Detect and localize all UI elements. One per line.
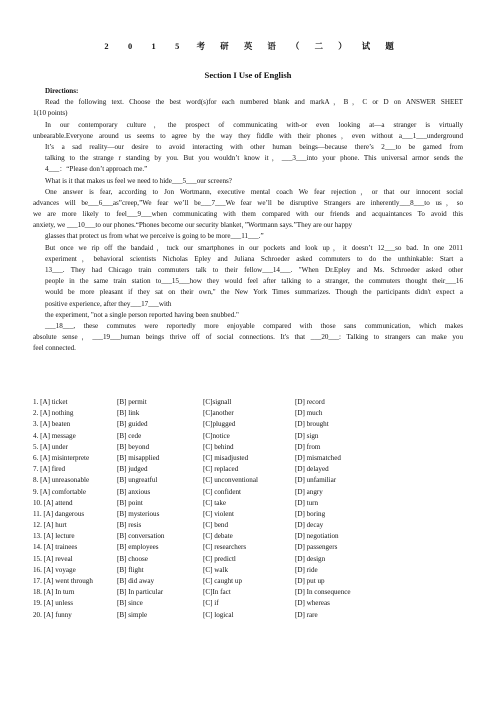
option-choice: 18. [A] In turn [33, 588, 75, 597]
option-choice: [D] turn [295, 498, 319, 507]
option-choice: [C] researchers [203, 543, 247, 552]
option-choice: [C]In fact [203, 588, 231, 597]
option-row [33, 520, 473, 531]
option-choice: 17. [A] went through [33, 577, 93, 585]
option-choice: [B] link [117, 409, 140, 418]
options-list [33, 397, 473, 621]
passage-line: unbearable.Everyone around us seems to agree by the way they fiddle with their phones，even without a___1___underground [33, 131, 463, 140]
option-choice: [D] delayed [295, 465, 329, 474]
option-choice: [D] from [295, 442, 321, 451]
option-choice: [C] misadjusted [203, 453, 249, 462]
option-choice: [B] employees [117, 543, 159, 552]
title-char: 1 [151, 42, 156, 51]
option-choice: 11. [A] dangerous [33, 509, 85, 518]
option-choice: [C]notice [203, 431, 230, 440]
option-choice: [C] predictl [203, 554, 236, 563]
title-char: 英 [243, 42, 253, 51]
option-choice: [B] beyond [117, 442, 150, 451]
option-row [33, 487, 473, 498]
option-row [33, 565, 473, 576]
option-choice: [B] simple [117, 610, 148, 619]
option-choice: 3. [A] beaten [33, 420, 71, 429]
passage-line: 13___. They had Chicago train commuters talk to their fellow___14___. "When Dr.Epley and Ms. Schroeder asked other [45, 266, 463, 274]
option-choice: [B] conversation [117, 532, 165, 541]
option-choice: [D] design [295, 554, 326, 563]
option-choice: [D] negotiation [295, 532, 339, 541]
section-title: Section I Use of English [204, 70, 292, 80]
option-choice: 5. [A] under [33, 442, 68, 451]
option-choice: [C] caught up [203, 577, 243, 585]
option-row [33, 442, 473, 453]
passage-line: 4___：“Please don’t approach me.” [45, 165, 148, 174]
passage-line: experiment，behavioral scientists Nicholas Epley and Juliana Schroeder asked commuters to do the unthinkable: Start a [45, 254, 463, 263]
option-row [33, 419, 473, 430]
option-choice: 12. [A] hurt [33, 521, 67, 530]
option-choice: [B] misapplied [117, 453, 160, 462]
option-row [33, 554, 473, 565]
option-choice: [C] take [203, 498, 227, 507]
option-choice: [D] In consequence [295, 588, 351, 597]
passage-line: talking to the strange r standing by you. But you wouldn’t know it，___3___into your phone. This universal armor sends the [45, 154, 463, 163]
option-choice: [C]plugged [203, 420, 236, 429]
title-char: 试 [361, 42, 371, 51]
passage-line: advances will be___6___as”creep,”We fear we’ll be___7___We fear we’ll be disruptive Strangers are inherently___8___to us，so [33, 198, 463, 207]
option-row [33, 531, 473, 542]
passage-line: But once we rip off the bandaid，tuck our smartphones in our pockets and look up，it doesn’t 12___so bad. In one 2011 [45, 243, 463, 252]
option-choice: [C] debate [203, 532, 233, 541]
passage-line: the experiment, "not a single person reported having been snubbed." [45, 310, 239, 319]
passage-line: absolute sense，___19___human beings thrive off of social connections. It's that ___20___: Talking to strangers can make you [33, 333, 463, 342]
option-choice: [B] point [117, 498, 143, 507]
option-choice: [D] mismatched [295, 453, 341, 462]
option-row [33, 610, 473, 621]
title-char: 二 [314, 42, 323, 51]
title-char: ） [338, 42, 347, 51]
option-choice: 13. [A] lecture [33, 532, 75, 541]
option-row [33, 431, 473, 442]
passage [33, 86, 463, 355]
option-choice: [B] anxious [117, 487, 151, 496]
title-char: 0 [127, 42, 133, 51]
option-row [33, 408, 473, 419]
option-choice: [D] angry [295, 487, 323, 496]
option-choice: [B] cede [117, 431, 142, 440]
option-choice: [B] resis [117, 521, 142, 530]
option-choice: [D] whereas [295, 599, 330, 608]
option-choice: 20. [A] funny [33, 610, 72, 619]
option-choice: [C] if [203, 599, 219, 608]
title-char: 语 [267, 42, 276, 51]
option-row [33, 587, 473, 598]
option-choice: 2. [A] nothing [33, 409, 74, 418]
option-choice: [C] walk [203, 565, 229, 574]
option-choice: 4. [A] message [33, 431, 76, 440]
option-choice: 9. [A] comfortable [33, 487, 86, 496]
directions-label: Directions: [45, 87, 79, 95]
passage-line: anxiety, we ___10___to our phones.“Phones become our security blanket，”Wortmann says.”They are our happy [33, 221, 353, 230]
option-choice: [B] did away [117, 577, 155, 585]
option-choice: [C] bend [203, 521, 229, 530]
option-choice: [B] flight [117, 565, 144, 574]
option-row [33, 598, 473, 609]
passage-line: In our contemporary culture，the prospect of communicating with-or even looking at—a stranger is virtually [45, 120, 463, 129]
option-choice: [C] replaced [203, 465, 239, 474]
option-choice: [D] decay [295, 521, 324, 530]
passage-line: Read the following text. Choose the best word(s)for each numbered blank and markA，B，C or D on ANSWER SHEET [45, 98, 463, 107]
option-row [33, 509, 473, 520]
option-choice: [C] unconventional [203, 476, 258, 485]
title-char: 5 [175, 42, 180, 51]
option-choice: [B] judged [117, 465, 148, 474]
title-char: 考 [196, 42, 205, 51]
passage-line: would be more pleasant if they sat on their own," the New York Times summarizes. Though the participants didn't expect a [45, 288, 463, 297]
option-choice: [C] violent [203, 509, 234, 518]
option-choice: [B] choose [117, 554, 148, 563]
title-char: 2 [104, 42, 109, 51]
option-choice: 16. [A] voyage [33, 565, 76, 574]
option-choice: [D] sign [295, 431, 319, 440]
option-choice: [D] rare [295, 610, 318, 619]
option-choice: [D] put up [295, 577, 325, 585]
title-char: 研 [220, 42, 229, 51]
option-row [33, 498, 473, 509]
option-row [33, 397, 473, 408]
option-choice: 10. [A] attend [33, 498, 73, 507]
option-choice: [D] record [295, 398, 325, 406]
option-choice: [B] ungreatful [117, 476, 158, 485]
passage-line: ___18___, these commutes were reportedly more enjoyable compared with those sans communication, which makes [45, 321, 463, 330]
option-choice: [B] In particular [117, 588, 164, 597]
option-choice: [D] boring [295, 509, 326, 518]
option-choice: [C] behind [203, 442, 234, 451]
title-char: （ [291, 42, 300, 51]
option-choice: [C] logical [203, 610, 234, 619]
option-choice: [B] mysterious [117, 509, 160, 518]
option-choice: 6. [A] misinterprete [33, 453, 90, 462]
option-choice: [C]another [203, 409, 234, 418]
option-choice: 1. [A] ticket [33, 398, 68, 406]
option-choice: [C] confident [203, 487, 242, 496]
option-choice: [D] passengers [295, 543, 338, 552]
exam-title [0, 40, 496, 52]
passage-line: 1(10 points) [33, 109, 68, 118]
option-choice: 19. [A] unless [33, 599, 73, 608]
passage-line: One answer is fear, according to Jon Wortmann, executive mental coach We fear rejection，or that our innocent social [45, 187, 463, 196]
option-row [33, 453, 473, 464]
option-choice: [B] since [117, 599, 143, 608]
option-row [33, 576, 473, 587]
passage-line: feel connected. [33, 344, 76, 353]
passage-line: positive experience, after they___17___with [45, 299, 172, 308]
option-choice: [B] guided [117, 420, 148, 429]
option-choice: [D] much [295, 409, 323, 418]
passage-line: people in the same train station to___15___how they would feel after talking to a stranger, the commuters thought their___16 [45, 277, 463, 286]
option-row [33, 475, 473, 486]
option-choice: [D] ride [295, 565, 318, 574]
option-choice: [D] unfamiliar [295, 476, 337, 485]
passage-line: glasses that protect us from what we perceive is going to be more___11___.” [45, 232, 264, 241]
option-choice: [C]signall [203, 398, 232, 406]
passage-line: we are more likely to feel___9___when communicating with them compared with our friends and acquaintances To avoid this [33, 210, 463, 219]
passage-line: It’s a sad reality—our desire to avoid interacting with other human beings—because there’s 2___to be gamed from [45, 142, 463, 151]
passage-line: What is it that makes us feel we need to hide___5___our screens? [45, 176, 232, 185]
option-choice: [B] permit [117, 398, 147, 406]
option-choice: 7. [A] fired [33, 465, 66, 474]
title-char: 题 [385, 42, 394, 51]
option-row [33, 464, 473, 475]
option-choice: 8. [A] unreasonable [33, 476, 90, 485]
option-choice: 15. [A] reveal [33, 554, 73, 563]
option-row [33, 542, 473, 553]
option-choice: 14. [A] trainees [33, 543, 78, 552]
option-choice: [D] brought [295, 420, 329, 429]
